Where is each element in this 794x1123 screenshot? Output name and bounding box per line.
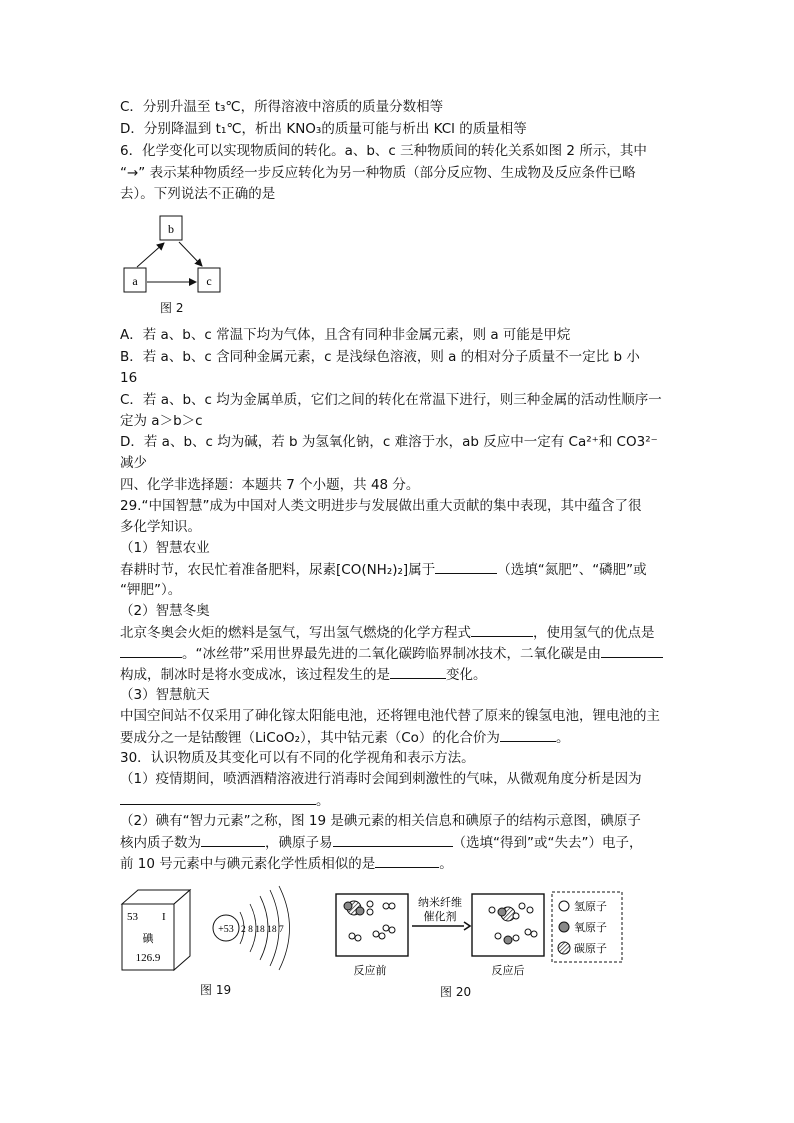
reaction-arrow (464, 922, 470, 930)
question-6-option-b: B．若 a、b、c 含同种金属元素，c 是浅绿色溶液，则 a 的相对分子质量不一定比 b 小 (120, 349, 640, 365)
atom-structure (213, 886, 290, 970)
before-label: 反应前 (353, 964, 387, 977)
legend-oxygen: 氧原子 (574, 921, 607, 934)
oxygen-atom-icon (559, 922, 569, 932)
arrow-b-to-c (179, 242, 202, 266)
question-29-part-2-line-1: 北京冬奥会火炬的燃料是氢气，写出氢气燃烧的化学方程式 ，使用氢气的优点是 (120, 625, 655, 641)
element-card (122, 890, 190, 970)
question-29-part-1-title: （1）智慧农业 (120, 540, 210, 556)
element-name: 碘 (142, 932, 154, 945)
answer-blank-co2-composition[interactable] (601, 644, 663, 658)
after-box (472, 894, 544, 956)
question-30-part-2-line-2: 核内质子数为 ，碘原子易 （选填“得到”或“失去”）电子， (120, 835, 643, 851)
hydrogen-atom-icon (559, 901, 569, 911)
question-6-option-a: A．若 a、b、c 常温下均为气体，且含有同种非金属元素，则 a 可能是甲烷 (120, 327, 571, 343)
after-label: 反应后 (491, 964, 525, 977)
catalyst-label-2: 催化剂 (423, 910, 457, 923)
question-29-line-2: 多化学知识。 (120, 519, 201, 535)
question-29-part-2-line-3: 构成，制冰时是将水变成冰，该过程发生的是 变化。 (120, 667, 487, 683)
arrow-a-to-b (137, 243, 164, 267)
figure-19-iodine (118, 876, 298, 976)
nucleus-charge: +53 (218, 924, 234, 935)
answer-blank-fertilizer[interactable] (435, 560, 497, 574)
answer-blank-gain-lose[interactable] (333, 833, 453, 847)
section-4-heading: 四、化学非选择题：本题共 7 个小题，共 48 分。 (120, 477, 420, 493)
legend-hydrogen: 氢原子 (574, 900, 607, 913)
figure-20-reaction (330, 888, 690, 978)
question-6-option-d: D．若 a、b、c 均为碱，若 b 为氢氧化钠，c 难溶于水，ab 反应中一定有 Ca²⁺和 CO3²⁻ (120, 434, 658, 450)
question-30-part-2-line-1: （2）碘有“智力元素”之称，图 19 是碘元素的相关信息和碘原子的结构示意图，碘原子 (120, 813, 641, 829)
option-c-previous: C．分别升温至 t₃℃，所得溶液中溶质的质量分数相等 (120, 99, 444, 115)
element-symbol: I (162, 911, 166, 923)
atomic-number: 53 (127, 911, 138, 923)
question-6-option-c-cont: 定为 a＞b＞c (120, 413, 203, 429)
question-29-part-3-title: （3）智慧航天 (120, 687, 210, 703)
answer-blank-similar-element[interactable] (375, 854, 439, 868)
option-d-previous: D．分别降温到 t₁℃，析出 KNO₃的质量可能与析出 KCl 的质量相等 (120, 121, 527, 137)
answer-blank-advantage[interactable] (120, 644, 182, 658)
answer-blank-change-type[interactable] (390, 665, 446, 679)
legend-carbon: 碳原子 (574, 942, 607, 955)
question-29-part-2-title: （2）智慧冬奥 (120, 603, 210, 619)
figure-2-caption: 图 2 (160, 301, 184, 315)
question-29-part-3-line-2: 要成分之一是钴酸锂（LiCoO₂），其中钴元素（Co）的化合价为 。 (120, 730, 570, 746)
answer-blank-smell-reason[interactable] (120, 791, 316, 805)
electron-shells: 2 8 18 18 7 (241, 925, 284, 935)
catalyst-label-1: 纳米纤维 (418, 896, 462, 909)
node-a-label: a (132, 274, 138, 288)
carbon-atom-icon (558, 942, 570, 954)
question-29-part-1-line-2: “钾肥”）。 (120, 582, 182, 598)
atomic-mass: 126.9 (135, 952, 161, 964)
figure-20-caption: 图 20 (440, 985, 472, 999)
question-6-option-b-cont: 16 (120, 370, 138, 386)
question-29-line-1: 29.“中国智慧”成为中国对人类文明进步与发展做出重大贡献的集中表现，其中蕴含了很 (120, 498, 642, 514)
question-30-part-2-line-3: 前 10 号元素中与碘元素化学性质相似的是 。 (120, 856, 453, 872)
question-6-line-2: “→” 表示某种物质经一步反应转化为另一种物质（部分反应物、生成物及反应条件已略 (120, 165, 636, 181)
question-6-line-1: 6．化学变化可以实现物质间的转化。a、b、c 三种物质间的转化关系如图 2 所示，其中 (120, 143, 647, 159)
question-6-option-c: C．若 a、b、c 均为金属单质，它们之间的转化在常温下进行，则三种金属的活动性顺序一 (120, 392, 662, 408)
question-6-option-d-cont: 减少 (120, 455, 147, 471)
node-c-label: c (206, 274, 212, 288)
question-29-part-1-line-1: 春耕时节，农民忙着准备肥料，尿素[CO(NH₂)₂]属于 （选填“氮肥”、“磷肥”或 (120, 562, 647, 578)
answer-blank-cobalt-valence[interactable] (500, 728, 556, 742)
question-30-heading: 30．认识物质及其变化可以有不同的化学视角和表示方法。 (120, 750, 475, 766)
answer-blank-equation[interactable] (471, 623, 533, 637)
question-29-part-3-line-1: 中国空间站不仅采用了砷化镓太阳能电池，还将锂电池代替了原来的镍氢电池，锂电池的主 (120, 708, 660, 724)
figure-19-caption: 图 19 (200, 983, 232, 997)
question-6-line-3: 去）。下列说法不正确的是 (120, 186, 276, 202)
question-30-part-1-line-1: （1）疫情期间，喷洒酒精溶液进行消毒时会闻到刺激性的气味，从微观角度分析是因为 (120, 771, 642, 787)
node-b-label: b (168, 222, 174, 236)
answer-blank-proton-number[interactable] (201, 833, 265, 847)
question-29-part-2-line-2: 。“冰丝带”采用世界最先进的二氧化碳跨临界制冰技术，二氧化碳是由 (120, 644, 663, 663)
question-30-part-1-line-2: 。 (120, 791, 330, 810)
